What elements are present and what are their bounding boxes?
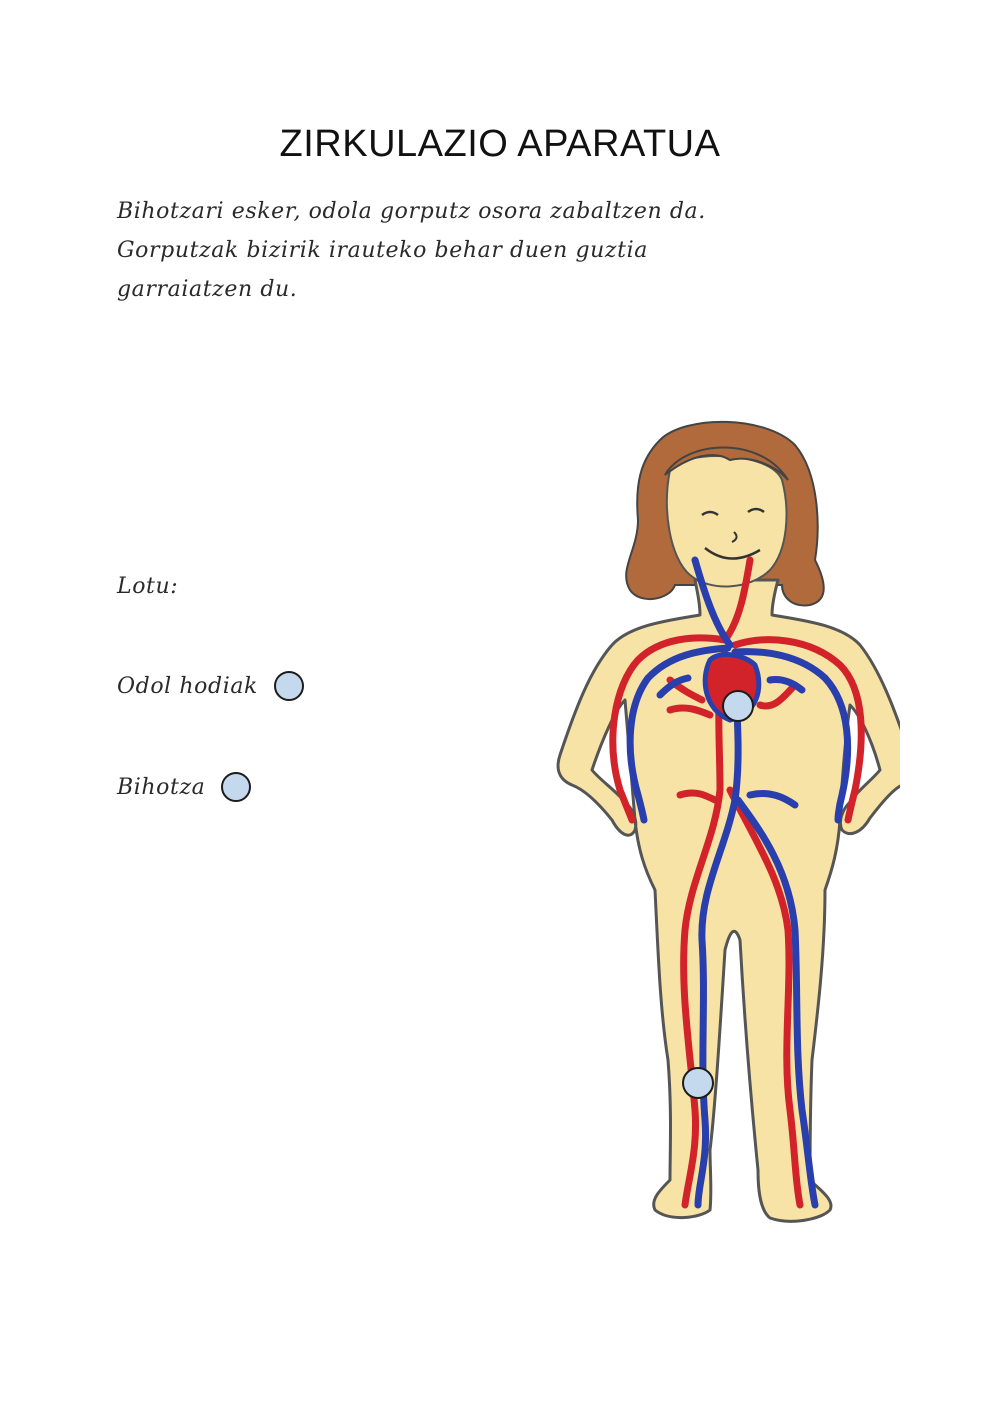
face <box>667 456 787 586</box>
circulatory-illustration <box>520 410 900 1240</box>
intro-line: Gorputzak bizirik irauteko behar duen guztia <box>117 238 648 263</box>
match-label: Bihotza <box>117 774 206 800</box>
match-item-blood-vessels <box>117 671 304 701</box>
page-title: ZIRKULAZIO APARATUA <box>279 123 721 165</box>
intro-line: Bihotzari esker, odola gorputz osora zabaltzen da. <box>117 199 706 224</box>
figure-dot-blood-vessel[interactable] <box>682 1067 714 1099</box>
match-item-heart <box>117 772 251 802</box>
match-dot-heart[interactable] <box>221 772 251 802</box>
match-dot-blood-vessels[interactable] <box>274 671 304 701</box>
figure-dot-heart[interactable] <box>722 690 754 722</box>
intro-line: garraiatzen du. <box>117 277 298 302</box>
match-label: Odol hodiak <box>117 673 258 699</box>
intro-paragraph <box>117 192 877 309</box>
instruction-label: Lotu: <box>117 574 179 599</box>
